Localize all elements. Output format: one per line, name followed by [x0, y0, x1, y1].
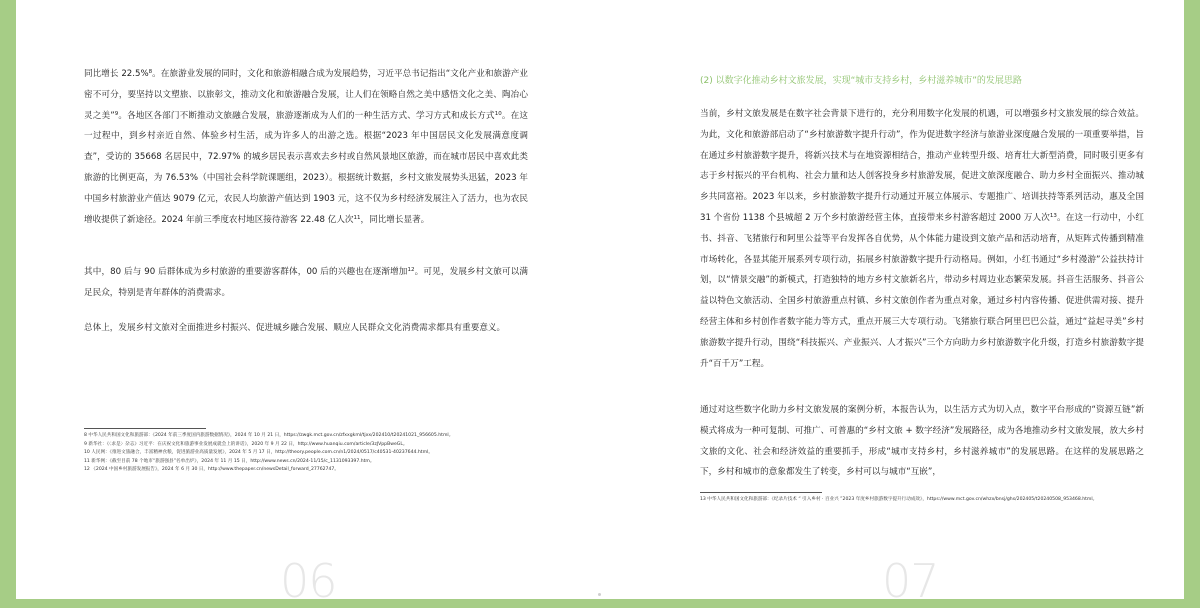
body-paragraph	[84, 64, 528, 230]
paragraph-text: 其中，80 后与 90 后群体成为乡村旅游的重要游客群体，00 后的兴趣也在逐渐增加	[84, 267, 408, 277]
paragraph-text: 。可见，发展乡村文旅可以满足民众，特别是青年群体的消费需求。	[84, 267, 528, 298]
footnote: 10 人民网：《推进文旅融合，丰富精神食粮，促进旅游业高质量发展》，2024 年 5 月 17 日，http://theory.people.com.cn/n1/2024/0517/c40531-40237644.html。	[84, 450, 433, 456]
paragraph-text: 。在这一行动中，小红书、抖音、飞猪旅行和阿里公益等平台发挥各自优势，从个体能力建设到文旅产品和活动培育，从矩阵式传播到精准市场转化，各显其能开展系列专项行动，拓展乡村旅游数字提升行动格局。例如，小红书通过“乡村漫游”公益扶持计划，以“情景交融”的新模式，打造独特的地方乡村文旅新名片，带动乡村周边业态繁荣发展。抖音生活服务、抖音公益以特色文旅活动、全国乡村旅游重点村镇、乡村文旅创作者为重点对象，通过乡村内容传播、促进供需对接、提升经营主体和乡村创作者数字能力等方式，重点开展三大专项行动。飞猪旅行联合阿里巴巴公益，通过“益起寻美”乡村旅游数字提升行动，围绕“科技振兴、产业振兴、人才振兴”三个方向助力乡村旅游数字化升级，打造乡村旅游数字提升“百千万”工程。	[700, 212, 1144, 369]
right-page	[600, 0, 1184, 608]
paragraph-text: 通过对这些数字化助力乡村文旅发展的案例分析，本报告认为，以生活方式为切入点，数字平台形成的“资源互链”新模式将成为一种可复制、可推广、可普惠的“乡村文旅 + 数字经济”发展路径，成为各地推动乡村文旅发展，放大乡村文旅的文化、社会和经济效益的重要抓手，形成“城市支持乡村，乡村滋养城市”的发展思路。在这样的发展思路之下，乡村和城市的意象都发生了转变，乡村可以与城市“互嵌”，	[700, 405, 1144, 478]
paragraph-text: 同比增长 22.5%	[84, 69, 149, 79]
page-number: 07	[882, 554, 939, 608]
body-paragraph	[84, 262, 528, 304]
footnote: 12 《2024 中国乡村旅游发展报告》，2024 年 6 月 30 日，http://www.thepaper.cn/newsDetail_forward_27762747。	[84, 467, 339, 473]
footnote: 9 新华社：《〈求是〉杂志》习近平：在庆祝文化和旅游事业发展成就会上的讲话》，2020 年 9 月 22 日，http://www.huanqiu.com/article/3zJVppBweGL。	[84, 441, 408, 447]
body-paragraph	[700, 104, 1144, 374]
footnotes	[84, 432, 528, 475]
footnote-marker[interactable]: 9	[114, 110, 119, 117]
paragraph-text: ，同比增长显著。	[360, 214, 430, 225]
left-page	[16, 0, 600, 608]
footnote-marker[interactable]: 8	[148, 69, 153, 75]
paragraph-text: 当前，乡村文旅发展是在数字社会背景下进行的，充分利用数字化发展的机遇，可以增强乡村文旅发展的综合效益。为此，文化和旅游部启动了“乡村旅游数字提升行动”，作为促进数字经济与旅游业深度融合发展的一项重要举措，旨在通过乡村旅游数字提升，将新兴技术与在地资源相结合，推动产业转型升级、培育壮大新型消费，同时吸引更多有志于乡村振兴的平台机构、社会力量和达人创客投身乡村旅游发展，促进文旅深度融合、助力乡村全面振兴、推动城乡共同富裕。2023 年以来，乡村旅游数字提升行动通过开展立体展示、专题推广、培训扶持等系列活动，惠及全国 31 个省份 1138 个县城超 2 万个乡村旅游经营主体，直接带来乡村游客超过 2000 万人次	[700, 109, 1144, 223]
footnote-marker[interactable]: 10	[494, 110, 502, 117]
footnote-marker[interactable]: 11	[353, 214, 361, 221]
paragraph-text: 总体上，发展乡村文旅对全面推进乡村振兴、促进城乡融合发展、顺应人民群众文化消费需求都具有重要意义。	[84, 323, 506, 333]
body-paragraph	[84, 318, 528, 339]
footnote-marker[interactable]: 12	[407, 267, 415, 273]
paragraph-text: 。各地区各部门不断推动文旅融合发展，旅游逐渐成为人们的一种生活方式、学习方式和成长方式	[118, 110, 495, 121]
paragraph-text: 。在这一过程中，到乡村亲近自然、体验乡村生活，成为许多人的出游之选。根据“2023 年中国居民文化发展满意度调查”，受访的 35668 名居民中，72.97% 的城乡居民表示喜欢去乡村或自然风景地区旅游，而在城市居民中喜欢此类旅游的比例更高，为 76.53%（中国社会科学院课题组，2023）。根据统计数据，乡村文旅发展势头迅猛，2023 年中国乡村旅游业产值达 9079 亿元，农民人均旅游产值达到 1903 元，这不仅为乡村经济发展注入了活力，也为农民增收提供了新途径。2024 年前三季度农村地区接待游客 22.48 亿人次	[84, 110, 528, 225]
footnote: 11 新华网：《截至目前 78 个地市“旅游强县”名单出炉》，2024 年 11 月 15 日，http://www.news.cn/2024-11/15/c_1131093397.htm。	[84, 458, 375, 464]
footnotes	[700, 496, 1144, 505]
spine-dot	[598, 593, 601, 596]
paragraph-text: 。在旅游业发展的同时，文化和旅游相融合成为发展趋势，习近平总书记指出“文化产业和旅游产业密不可分，要坚持以文塑旅、以旅彰文，推动文化和旅游融合发展，让人们在领略自然之美中感悟文化之美、陶冶心灵之美”	[84, 69, 528, 121]
book-spread	[16, 0, 1184, 608]
footnote-marker[interactable]: 13	[1049, 212, 1057, 219]
section-heading: (2) 以数字化推动乡村文旅发展，实现“城市支持乡村，乡村滋养城市”的发展思路	[700, 76, 1022, 86]
footnote: 13 中华人民共和国文化和旅游部：《纪录片技术 “ 引入乡村 · 百业兴 ”2023 年度乡村旅游数字提升行动成效》，https://www.mct.gov.cn/whzx/bnsj/ghs/202405/t20240508_953468.html。	[700, 497, 1098, 502]
page-number: 06	[280, 554, 337, 608]
body-paragraph	[700, 400, 1144, 483]
footnote-divider	[84, 428, 206, 429]
footnote: 8 中华人民共和国文化和旅游部：《2024 年前三季度国内旅游数据情况》，2024 年 10 月 21 日，https://zwgk.mct.gov.cn/zfxxgkml/tjxx/202410/t20241021_956605.html。	[84, 433, 454, 438]
footnote-divider	[700, 492, 822, 493]
